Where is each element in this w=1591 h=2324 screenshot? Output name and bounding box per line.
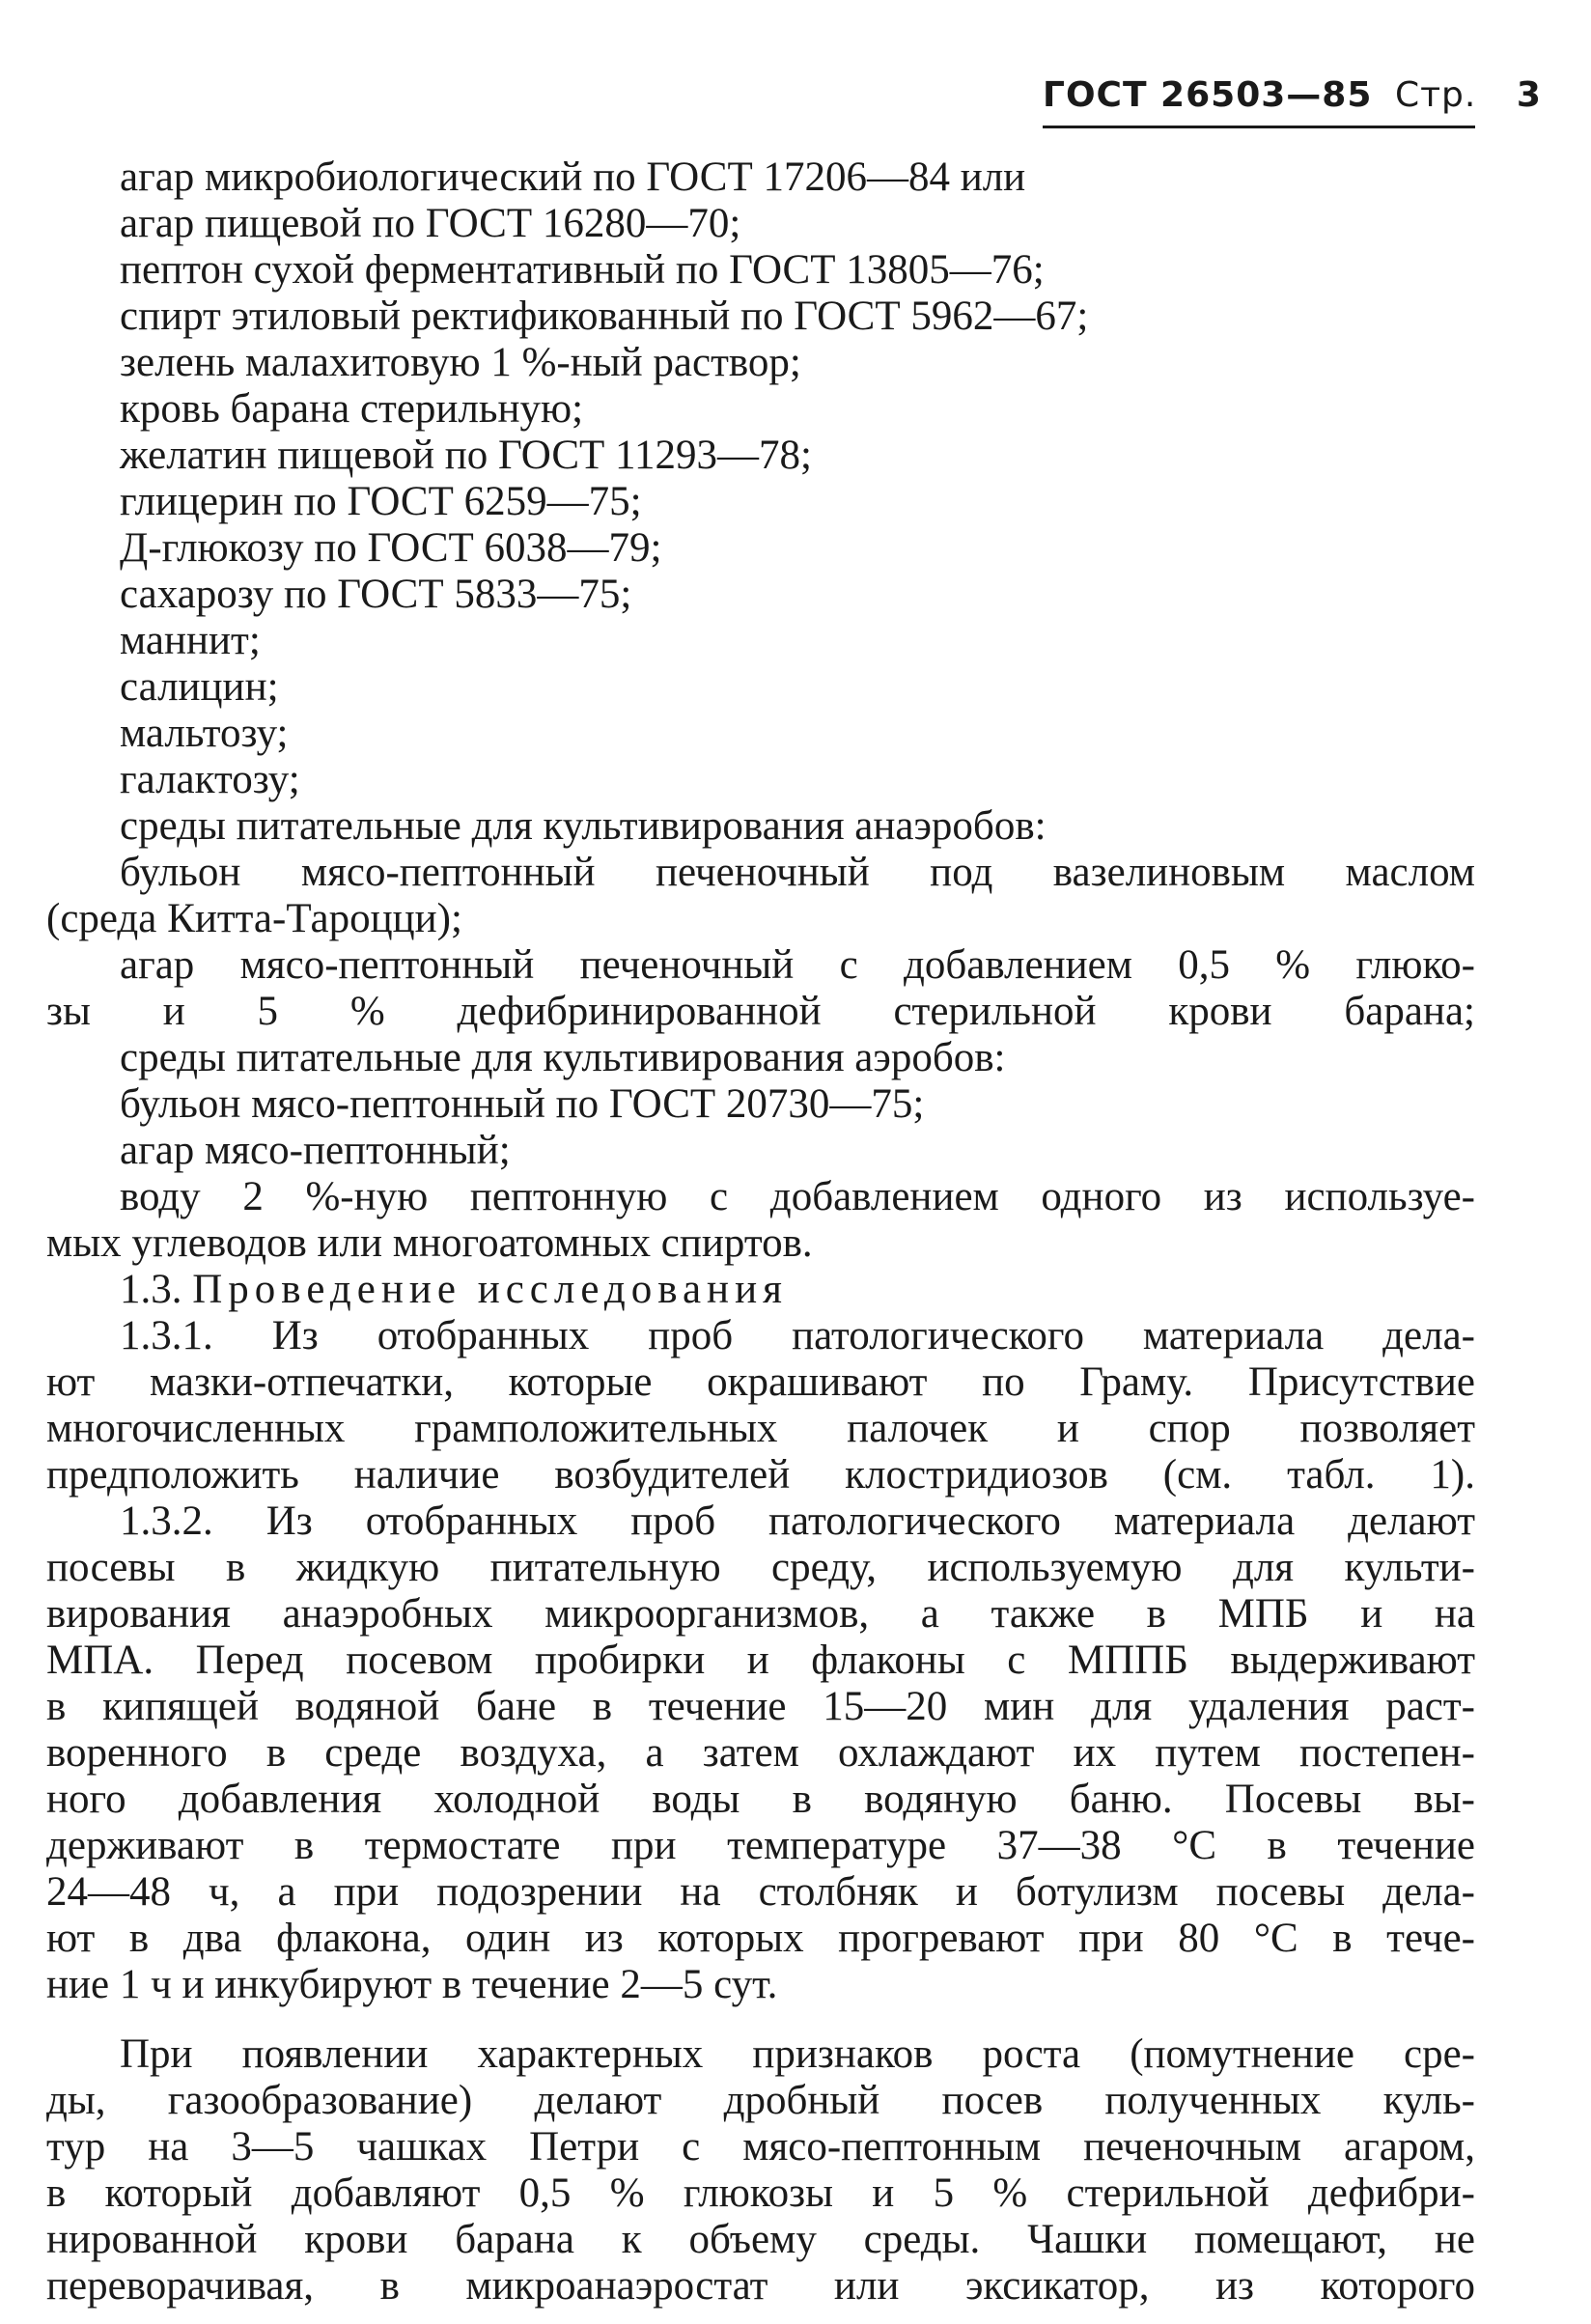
paragraph-line: воренного в среде воздуха, а затем охлаждают их путем постепен- <box>46 1730 1475 1776</box>
peptone-water-line: мых углеводов или многоатомных спиртов. <box>46 1220 813 1266</box>
header-rule <box>1043 126 1475 128</box>
paragraph-line: ного добавления холодной воды в водяную баню. Посевы вы- <box>46 1777 1475 1822</box>
paragraph-line: 1.3.1. Из отобранных проб патологического материала дела- <box>120 1313 1475 1358</box>
page-number: 3 <box>1516 75 1542 115</box>
paragraph-line: ды, газообразование) делают дробный посев полученных куль- <box>46 2078 1475 2123</box>
aerobic-broth: бульон мясо-пептонный по ГОСТ 20730—75; <box>120 1081 925 1127</box>
list-item: кровь барана стерильную; <box>120 386 584 432</box>
paragraph-1-3-2 <box>46 1498 1475 2008</box>
list-item: глицерин по ГОСТ 6259—75; <box>120 479 642 524</box>
paragraph-line: переворачивая, в микроанаэростат или эксикатор, из которого <box>46 2263 1475 2309</box>
paragraph-line: 24—48 ч, а при подозрении на столбняк и ботулизм посевы дела- <box>46 1869 1475 1915</box>
list-item: зелень малахитовую 1 %-ный раствор; <box>120 340 801 385</box>
section-title: Проведение исследования <box>192 1267 788 1312</box>
paragraph-line: ние 1 ч и инкубируют в течение 2—5 сут. <box>46 1962 778 2007</box>
list-item: агар пищевой по ГОСТ 16280—70; <box>120 201 741 246</box>
paragraph-line: в который добавляют 0,5 % глюкозы и 5 % стерильной дефибри- <box>46 2170 1475 2216</box>
paragraph-line: При появлении характерных признаков роста (помутнение сре- <box>120 2031 1475 2077</box>
anaerobic-broth-line: (среда Китта-Тароцци); <box>46 896 462 941</box>
page-header <box>1043 75 1542 115</box>
aerobic-media-heading: среды питательные для культивирования аэробов: <box>120 1035 1006 1080</box>
paragraph-line: многочисленных грамположительных палочек и спор позволяет <box>46 1406 1475 1451</box>
reagents-list <box>120 154 1475 850</box>
peptone-water-line: воду 2 %-ную пептонную с добавлением одного из используе- <box>120 1174 1475 1219</box>
paragraph-line: нированной крови барана к объему среды. Чашки помещают, не <box>46 2217 1475 2262</box>
anaerobic-agar-line: агар мясо-пептонный печеночный с добавлением 0,5 % глюко- <box>120 942 1475 988</box>
paragraph-line: в кипящей водяной бане в течение 15—20 мин для удаления раст- <box>46 1684 1475 1729</box>
paragraph-line: 1.3.2. Из отобранных проб патологического материала делают <box>120 1498 1475 1544</box>
anaerobic-agar-line: зы и 5 % дефибринированной стерильной крови барана; <box>46 989 1475 1034</box>
list-item: желатин пищевой по ГОСТ 11293—78; <box>120 433 812 478</box>
list-item: салицин; <box>120 664 279 710</box>
paragraph-line: ют в два флакона, один из которых прогревают при 80 °С в тече- <box>46 1916 1475 1961</box>
paragraph-line: предположить наличие возбудителей клостридиозов (см. табл. 1). <box>46 1452 1475 1498</box>
list-item: маннит; <box>120 618 261 663</box>
paragraph-growth-signs <box>46 2031 1475 2310</box>
media-list <box>46 850 1475 1267</box>
aerobic-agar: агар мясо-пептонный; <box>120 1128 511 1173</box>
page-label: Стр. <box>1394 75 1477 115</box>
list-item: сахарозу по ГОСТ 5833—75; <box>120 572 632 617</box>
list-item: агар микробиологический по ГОСТ 17206—84 или <box>120 154 1026 200</box>
paragraph-line: тур на 3—5 чашках Петри с мясо-пептонным печеночным агаром, <box>46 2124 1475 2170</box>
list-item: галактозу; <box>120 757 300 802</box>
paragraph-line: ют мазки-отпечатки, которые окрашивают по Граму. Присутствие <box>46 1359 1475 1405</box>
standard-reference: ГОСТ 26503—85 <box>1043 75 1373 115</box>
paragraph-line: вирования анаэробных микроорганизмов, а также в МПБ и на <box>46 1591 1475 1637</box>
section-number: 1.3. <box>120 1267 182 1312</box>
list-item: Д-глюкозу по ГОСТ 6038—79; <box>120 525 662 571</box>
document-body <box>46 154 1475 2310</box>
section-heading <box>120 1267 1475 1313</box>
list-item: спирт этиловый ректификованный по ГОСТ 5962—67; <box>120 294 1089 339</box>
anaerobic-broth-line: бульон мясо-пептонный печеночный под вазелиновым маслом <box>120 850 1475 895</box>
paragraph-line: держивают в термостате при температуре 37—38 °С в течение <box>46 1823 1475 1868</box>
list-item: пептон сухой ферментативный по ГОСТ 13805—76; <box>120 247 1045 293</box>
list-item: среды питательные для культивирования анаэробов: <box>120 803 1047 849</box>
paragraph-1-3-1 <box>46 1313 1475 1498</box>
paragraph-line: посевы в жидкую питательную среду, используемую для культи- <box>46 1545 1475 1590</box>
list-item: мальтозу; <box>120 711 289 756</box>
paragraph-line: МПА. Перед посевом пробирки и флаконы с МППБ выдерживают <box>46 1638 1475 1683</box>
